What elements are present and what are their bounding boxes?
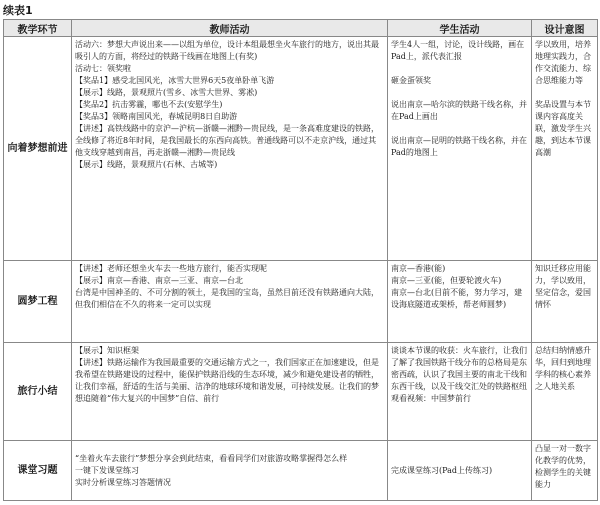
teacher-line: 活动七：领奖啦 (75, 64, 131, 73)
header-intent: 设计意图 (532, 20, 598, 37)
student-cell (388, 343, 532, 441)
teacher-cell (72, 441, 388, 501)
student-line: 谈谈本节课的收获：火车旅行，让我们了解了我国铁路干线分布的总格局是东密西疏，认识了我国主要的南北干线和东西干线，以及干线交汇处的铁路枢纽观看视频：中国梦前行 (391, 346, 527, 403)
student-line: 说出南京—昆明的铁路干线名称，并在Pad的地图上 (391, 136, 527, 157)
teacher-line: 【讲述】铁路运输作为我国最重要的交通运输方式之一，我们国家正在加速建设，但是我希望在铁路建设的过程中，能保护铁路沿线的生态环境，减少和避免建设者的牺牲，让我们幸福，舒适的生活与美丽、洁净的地球环境和谐发展，可持续发展。让我们的梦想追随着“伟大复兴的中国梦”自信、前行 (75, 358, 379, 403)
table-caption: 续表1 (3, 4, 33, 17)
teacher-line: 【奖品3】领略南国风光，春城昆明8日自助游 (75, 112, 238, 121)
header-stage: 教学环节 (4, 20, 72, 37)
teacher-cell (72, 343, 388, 441)
header-row (4, 20, 598, 37)
intent-cell: 总结归纳情感升华，回归到地理学科的核心素养之人地关系 (532, 343, 598, 441)
student-cell (388, 37, 532, 261)
teacher-line: 台湾是中国神圣的、不可分割的领土，是我国的宝岛，虽然目前还没有铁路通向大陆，但我们相信在不久的将来一定可以实现 (75, 288, 379, 309)
teacher-cell (72, 261, 388, 343)
teacher-line: 实时分析课堂练习答题情况 (75, 477, 171, 487)
teacher-line: 【奖品2】抗击雾霾，哪也不去(安慰学生) (75, 100, 223, 109)
teacher-line: 【讲述】高铁线路中的京沪—沪杭—浙赣—湘黔—贵昆线，是一条高难度建设的铁路，全线修了将近8年时间，是我国最长的东西向高铁。普通线路可以不走京沪线，通过其他支线穿越到南昌，再走浙赣—湘黔—贵昆线 (75, 124, 379, 157)
teacher-line: 【讲述】老师还想坐火车去一些地方旅行，能否实现呢 (75, 264, 267, 273)
teacher-line: 【展示】南京—香港、南京—三亚、南京—台北 (75, 276, 243, 285)
student-line: 南京—台北(目前不能，努力学习，建设海底隧道或架桥，帮老师圆梦) (391, 288, 523, 309)
intent-cell: 知识迁移应用能力，学以致用，坚定信念，爱国情怀 (532, 261, 598, 343)
stage-cell: 课堂习题 (4, 441, 72, 501)
header-student: 学生活动 (388, 20, 532, 37)
student-line: 南京—三亚(能，但要轮渡火车) (391, 276, 502, 285)
header-teacher: 教师活动 (72, 20, 388, 37)
lesson-plan-table (3, 19, 598, 501)
teacher-cell (72, 37, 388, 261)
table-row (4, 441, 598, 501)
table-row (4, 261, 598, 343)
intent-cell: 凸显一对一数字化教学的优势，检测学生的关键能力 (532, 441, 598, 501)
teacher-line: 【展示】知识框架 (75, 346, 139, 355)
stage-cell: 圆梦工程 (4, 261, 72, 343)
teacher-line: 一键下发课堂练习 (75, 465, 139, 475)
stage-cell: 向着梦想前进 (4, 37, 72, 261)
teacher-line: 【展示】线路，景观照片(雪乡、冰雪大世界、雾凇) (75, 88, 258, 97)
student-line: 完成课堂练习(Pad上传练习) (391, 465, 493, 475)
teacher-line: 活动六：梦想大声说出来——以组为单位，设计本组最想坐火车旅行的地方，说出其最吸引人的方面，将经过的铁路干线画在地图上(有奖) (75, 40, 379, 61)
stage-cell: 旅行小结 (4, 343, 72, 441)
teacher-line: 【奖品1】感受北国风光，冰雪大世界6天5夜单卧单飞游 (75, 76, 275, 85)
student-line: 说出南京—哈尔滨的铁路干线名称，并在Pad上画出 (391, 100, 527, 121)
student-cell (388, 261, 532, 343)
student-cell (388, 441, 532, 501)
student-line: 南京—香港(能) (391, 264, 446, 273)
student-line: 砸金蛋领奖 (391, 76, 431, 85)
teacher-line: 【展示】线路，景观照片(石林、古城等) (75, 160, 218, 169)
table-row (4, 343, 598, 441)
student-line: 学生4人一组，讨论，设计线路，画在Pad上，派代表汇报 (391, 40, 525, 61)
table-row (4, 37, 598, 261)
intent-cell: 学以致用，培养地理实践力，合作交流能力、综合思维能力等 奖品设置与本节课内容高度关联，激发学生兴趣，到达本节课高潮 (532, 37, 598, 261)
teacher-line: “坐着火车去旅行”梦想分享会到此结束，看看同学们对旅游攻略掌握得怎么样 (75, 453, 348, 463)
